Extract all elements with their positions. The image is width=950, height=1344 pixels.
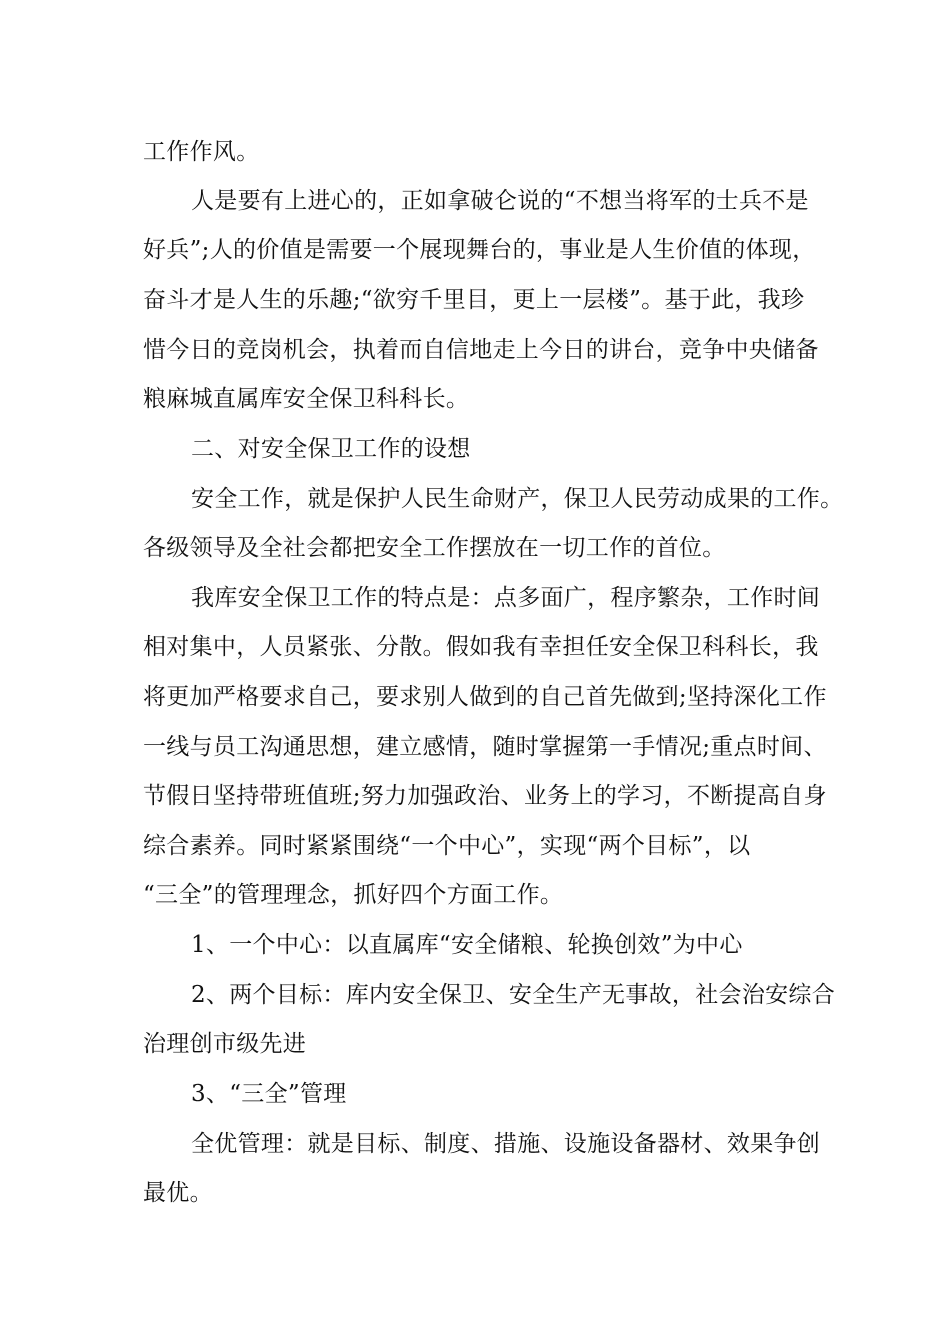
paragraph-ambition-line-2: 好兵”;人的价值是需要一个展现舞台的，事业是人生价值的体现， bbox=[143, 237, 816, 263]
paragraph-safety-line-2: 各级领导及全社会都把安全工作摆放在一切工作的首位。 bbox=[143, 535, 726, 561]
paragraph-ambition-line-3: 奋斗才是人生的乐趣;“欲穷千里目，更上一层楼”。基于此，我珍 bbox=[143, 287, 805, 313]
paragraph-features-line-7: “三全”的管理理念，抓好四个方面工作。 bbox=[143, 882, 564, 908]
text-line-1: 工作作风。 bbox=[143, 139, 260, 165]
list-item-two-goals-line-2: 治理创市级先进 bbox=[143, 1031, 307, 1057]
list-item-one-center: 1、一个中心：以直属库“安全储粮、轮换创效”为中心 bbox=[191, 932, 743, 958]
paragraph-features-line-4: 一线与员工沟通思想，建立感情，随时掌握第一手情况;重点时间、 bbox=[143, 734, 827, 760]
paragraph-features-line-6: 综合素养。同时紧紧围绕“一个中心”，实现“两个目标”，以 bbox=[143, 833, 751, 859]
list-item-two-goals-line-1: 2、两个目标：库内安全保卫、安全生产无事故，社会治安综合 bbox=[191, 982, 836, 1008]
paragraph-ambition-line-5: 粮麻城直属库安全保卫科科长。 bbox=[143, 386, 470, 412]
paragraph-features-line-5: 节假日坚持带班值班;努力加强政治、业务上的学习，不断提高自身 bbox=[143, 783, 827, 809]
paragraph-ambition-line-1: 人是要有上进心的，正如拿破仑说的“不想当将军的士兵不是 bbox=[191, 188, 809, 214]
paragraph-features-line-2: 相对集中，人员紧张、分散。假如我有幸担任安全保卫科科长，我 bbox=[143, 634, 819, 660]
paragraph-optimal-line-2: 最优。 bbox=[143, 1180, 213, 1206]
section-heading: 二、对安全保卫工作的设想 bbox=[191, 436, 471, 462]
paragraph-ambition-line-4: 惜今日的竞岗机会，执着而自信地走上今日的讲台，竞争中央储备 bbox=[143, 337, 819, 363]
list-item-three-all: 3、“三全”管理 bbox=[191, 1081, 347, 1107]
paragraph-features-line-1: 我库安全保卫工作的特点是：点多面广，程序繁杂，工作时间 bbox=[191, 585, 821, 611]
paragraph-safety-line-1: 安全工作，就是保护人民生命财产，保卫人民劳动成果的工作。 bbox=[191, 486, 844, 512]
paragraph-features-line-3: 将更加严格要求自己，要求别人做到的自己首先做到;坚持深化工作 bbox=[143, 684, 827, 710]
paragraph-optimal-line-1: 全优管理：就是目标、制度、措施、设施设备器材、效果争创 bbox=[191, 1131, 821, 1157]
